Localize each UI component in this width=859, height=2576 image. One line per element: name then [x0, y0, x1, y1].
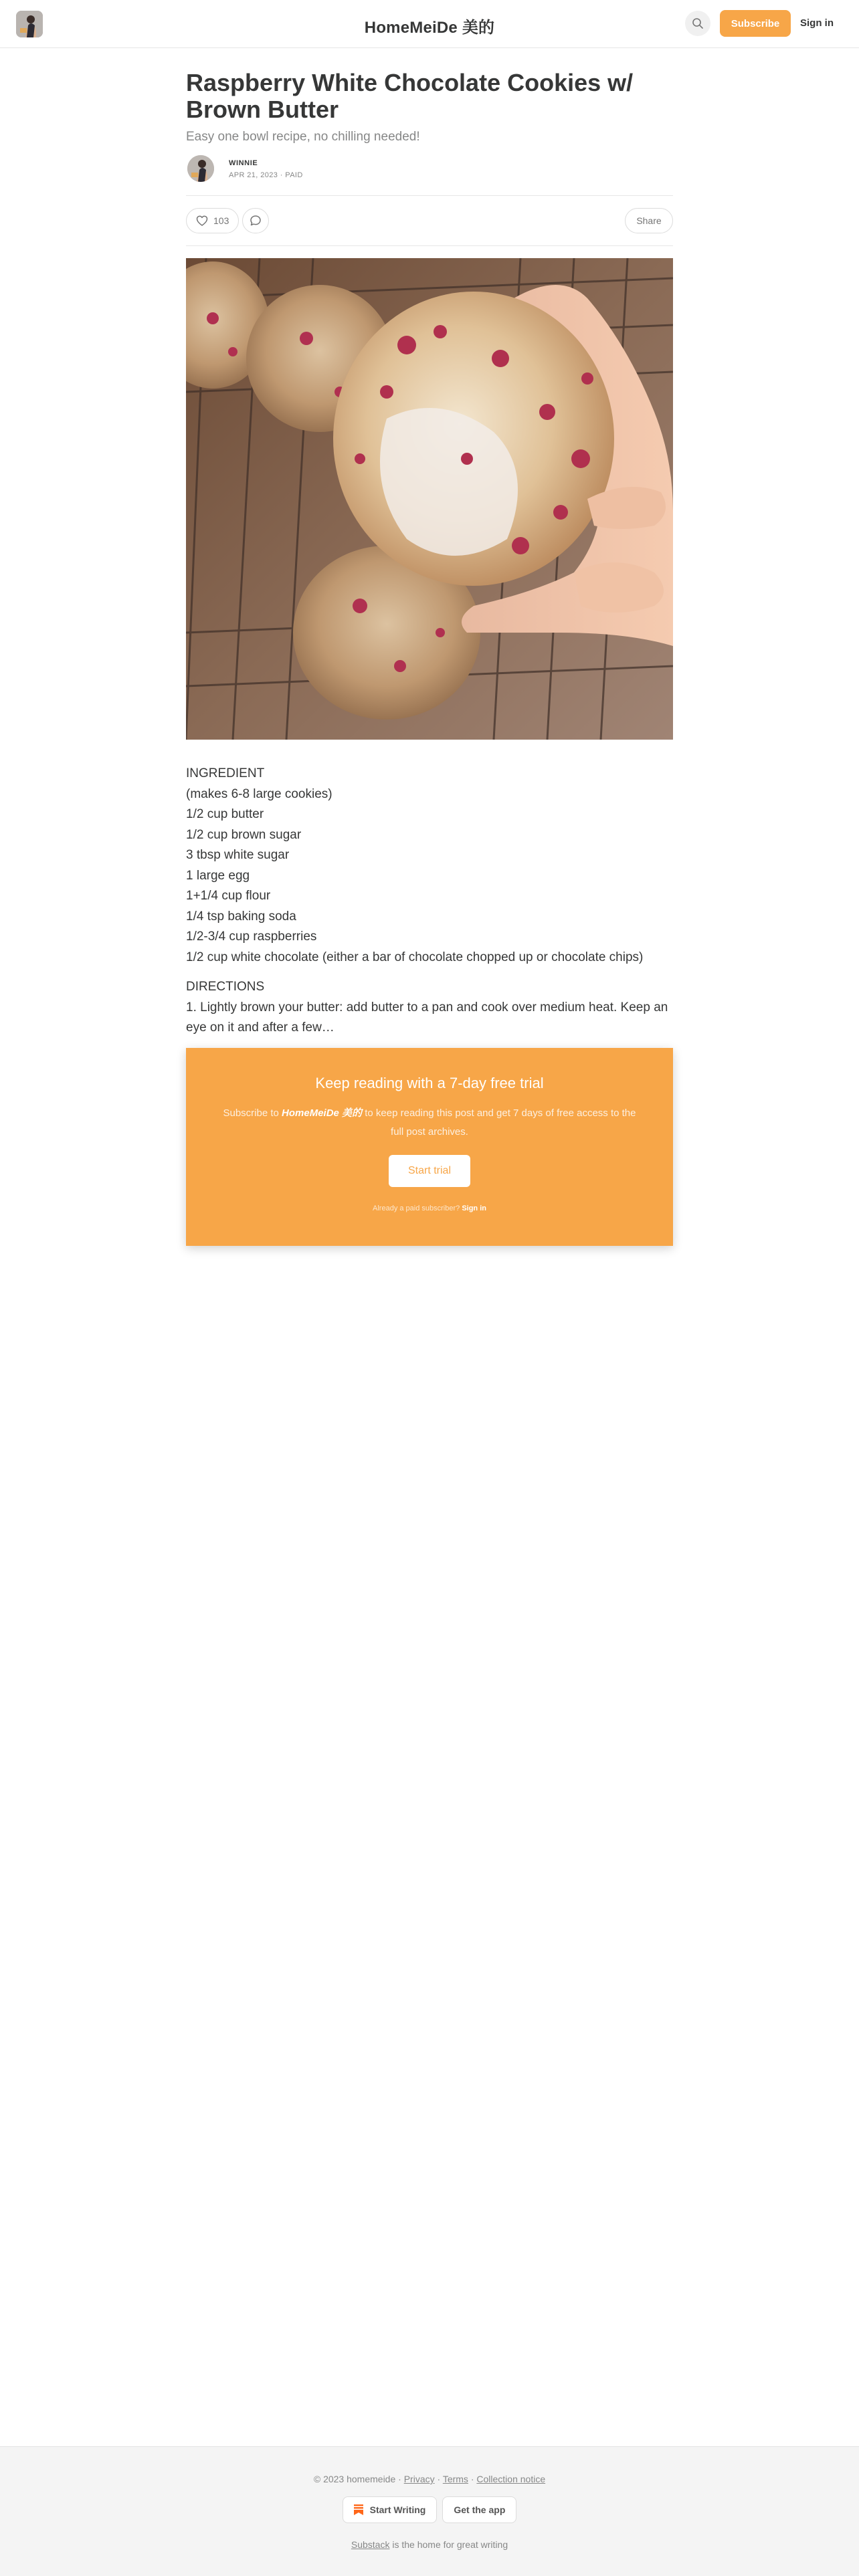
- paywall-card: [186, 1048, 673, 1246]
- publication-title[interactable]: HomeMeiDe 美的: [364, 19, 495, 37]
- copyright-text: © 2023 homemeide ·: [313, 2474, 404, 2484]
- comment-button[interactable]: [242, 208, 269, 233]
- article: [186, 70, 673, 1246]
- post-actions: [186, 195, 673, 246]
- sign-in-link[interactable]: Sign in: [800, 17, 834, 29]
- paywall-sign-in-link[interactable]: Sign in: [462, 1204, 486, 1212]
- like-count: 103: [213, 215, 229, 226]
- post-subtitle: Easy one bowl recipe, no chilling needed!: [186, 130, 420, 144]
- author-name[interactable]: WINNIE: [229, 159, 258, 167]
- footer-buttons: [0, 2496, 859, 2523]
- cookie-photo: [186, 258, 673, 740]
- search-button[interactable]: [685, 11, 710, 36]
- directions-text: 1. Lightly brown your butter: add butter to a pan and cook over medium heat. Keep an eye on it and after a few…: [186, 1000, 668, 1035]
- like-button[interactable]: [186, 208, 239, 233]
- get-the-app-label: Get the app: [454, 2504, 506, 2515]
- tagline-text: is the home for great writing: [389, 2539, 508, 2550]
- comment-icon: [250, 215, 262, 227]
- post-body: [186, 764, 673, 1039]
- paywall-description: [215, 1104, 644, 1142]
- ingredient-line: 1/2 cup white chocolate (either a bar of chocolate chopped up or chocolate chips): [186, 950, 644, 964]
- paywall-footer: [186, 1204, 673, 1212]
- ingredient-line: 1/2-3/4 cup raspberries: [186, 930, 317, 944]
- ingredient-line: 1/4 tsp baking soda: [186, 909, 296, 924]
- post-title: Raspberry White Chocolate Cookies w/ Brown Butter: [186, 69, 634, 123]
- ingredient-line: INGREDIENT: [186, 766, 265, 780]
- paywall-publication-name: HomeMeiDe 美的: [282, 1107, 363, 1119]
- site-footer: [0, 2446, 859, 2576]
- search-icon: [692, 17, 704, 29]
- hero-image[interactable]: [186, 258, 673, 740]
- privacy-link[interactable]: Privacy: [403, 2474, 435, 2484]
- get-the-app-button[interactable]: [442, 2496, 516, 2523]
- directions-block: [186, 977, 673, 1039]
- separator: ·: [468, 2474, 477, 2484]
- terms-link[interactable]: Terms: [442, 2474, 468, 2484]
- paid-subscriber-prompt: Already a paid subscriber?: [373, 1204, 462, 1212]
- ingredient-line: 1 large egg: [186, 868, 250, 883]
- collection-notice-link[interactable]: Collection notice: [476, 2474, 546, 2484]
- directions-heading: DIRECTIONS: [186, 980, 265, 994]
- ingredient-line: 1+1/4 cup flour: [186, 889, 271, 903]
- top-bar: [0, 0, 859, 48]
- share-button[interactable]: Share: [625, 208, 673, 233]
- byline: [186, 154, 673, 187]
- separator: ·: [434, 2474, 443, 2484]
- ingredient-line: 3 tbsp white sugar: [186, 848, 290, 862]
- start-trial-button[interactable]: Start trial: [389, 1155, 470, 1187]
- ingredient-line: (makes 6-8 large cookies): [186, 786, 332, 801]
- paywall-desc-prefix: Subscribe to: [223, 1107, 282, 1119]
- substack-link[interactable]: Substack: [351, 2539, 390, 2550]
- author-avatar[interactable]: [187, 155, 214, 182]
- substack-logo-icon: [354, 2504, 363, 2515]
- ingredient-line: 1/2 cup butter: [186, 807, 264, 821]
- ingredients-block: [186, 764, 673, 968]
- paywall-desc-suffix: to keep reading this post and get 7 days of free access to the full post archives.: [362, 1107, 636, 1138]
- heart-icon: [196, 215, 208, 226]
- subscribe-button[interactable]: Subscribe: [720, 10, 791, 37]
- post-date-meta: APR 21, 2023 · PAID: [229, 171, 303, 179]
- footer-legal: [0, 2474, 859, 2484]
- paywall-title: Keep reading with a 7-day free trial: [315, 1074, 544, 1091]
- start-writing-button[interactable]: [343, 2496, 438, 2523]
- ingredient-line: 1/2 cup brown sugar: [186, 827, 302, 842]
- start-writing-label: Start Writing: [369, 2504, 426, 2515]
- author-avatar-image: [187, 155, 214, 182]
- footer-tagline: [0, 2539, 859, 2550]
